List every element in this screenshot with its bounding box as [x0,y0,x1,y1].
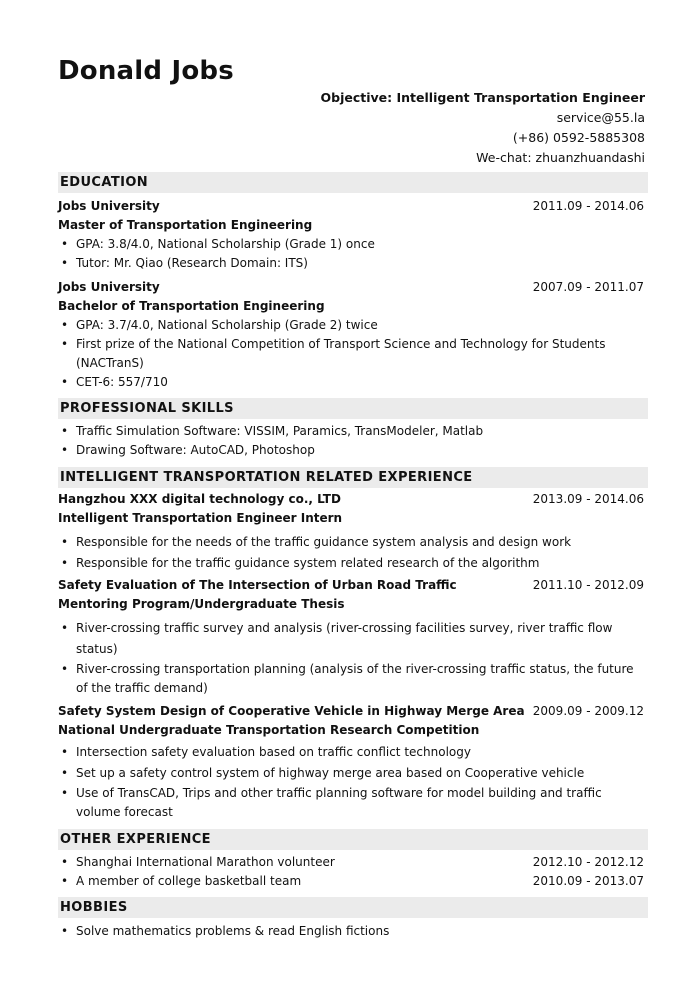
list-item: • Responsible for the traffic guidance system related research of the algorithm [58,553,648,574]
experience-date: 2011.10 - 2012.09 [532,578,644,592]
list-item: • CET-6: 557/710 [58,373,648,392]
education-bullets [58,316,648,392]
list-item: • Tutor: Mr. Qiao (Research Domain: ITS) [58,254,648,273]
list-item: • Traffic Simulation Software: VISSIM, Paramics, TransModeler, Matlab [58,422,648,441]
section-title-hobbies: HOBBIES [58,897,648,918]
education-entry-1-header [58,199,648,213]
contact-block [321,88,645,168]
experience-entry-1-header [58,492,648,506]
section-title-skills: PROFESSIONAL SKILLS [58,398,648,419]
list-item: • Responsible for the needs of the traffic guidance system analysis and design work [58,532,648,553]
experience-role: Intelligent Transportation Engineer Intern [58,511,343,525]
list-item: • First prize of the National Competition of Transport Science and Technology for Students (NACTranS) [58,335,648,373]
education-org: Jobs University [58,199,160,213]
experience-org: Safety System Design of Cooperative Vehicle in Highway Merge Area [58,704,525,718]
list-item: • GPA: 3.8/4.0, National Scholarship (Grade 1) once [58,235,648,254]
list-item [58,872,648,891]
skills-bullets [58,422,648,460]
experience-role: National Undergraduate Transportation Research Competition [58,723,480,737]
experience-org: Safety Evaluation of The Intersection of Urban Road Traffic [58,578,457,592]
experience-bullets [58,618,648,698]
section-title-other-experience: OTHER EXPERIENCE [58,829,648,850]
experience-entry-3-header [58,704,648,718]
education-bullets [58,235,648,273]
other-experience-text: • A member of college basketball team [76,874,302,888]
education-degree: Bachelor of Transportation Engineering [58,299,325,313]
experience-role: Mentoring Program/Undergraduate Thesis [58,597,345,611]
education-date: 2007.09 - 2011.07 [532,280,644,294]
other-experience-text: • Shanghai International Marathon volunteer [76,855,335,869]
list-item: • Intersection safety evaluation based on traffic conflict technology [58,742,648,763]
education-degree: Master of Transportation Engineering [58,218,313,232]
education-entry-2-header [58,280,648,294]
phone: (+86) 0592-5885308 [512,130,645,145]
other-experience-date: 2010.09 - 2013.07 [532,874,644,888]
list-item: • River-crossing transportation planning (analysis of the river-crossing traffic status, the future of the traffic demand) [58,660,648,698]
section-title-its-experience: INTELLIGENT TRANSPORTATION RELATED EXPERIENCE [58,467,648,488]
email: service@55.la [556,110,645,125]
candidate-name: Donald Jobs [58,56,234,86]
experience-org: Hangzhou XXX digital technology co., LTD [58,492,341,506]
experience-bullets [58,532,648,574]
list-item: • Solve mathematics problems & read English fictions [58,922,648,941]
other-experience-date: 2012.10 - 2012.12 [532,855,644,869]
experience-date: 2009.09 - 2009.12 [532,704,644,718]
education-date: 2011.09 - 2014.06 [532,199,644,213]
list-item: • Set up a safety control system of highway merge area based on Cooperative vehicle [58,763,648,784]
list-item: • GPA: 3.7/4.0, National Scholarship (Grade 2) twice [58,316,648,335]
list-item: • Use of TransCAD, Trips and other traffic planning software for model building and traffic volume forecast [58,784,648,822]
list-item: • River-crossing traffic survey and analysis (river-crossing facilities survey, river traffic flow status) [58,618,648,660]
other-experience-list [58,853,648,891]
list-item [58,853,648,872]
section-title-education: EDUCATION [58,172,648,193]
experience-entry-2-header [58,578,648,592]
objective: Objective: Intelligent Transportation Engineer [320,90,645,105]
hobbies-bullets [58,922,648,941]
wechat: We-chat: zhuanzhuandashi [476,150,645,165]
experience-bullets [58,742,648,822]
list-item: • Drawing Software: AutoCAD, Photoshop [58,441,648,460]
experience-date: 2013.09 - 2014.06 [532,492,644,506]
resume-content [58,172,648,941]
education-org: Jobs University [58,280,160,294]
